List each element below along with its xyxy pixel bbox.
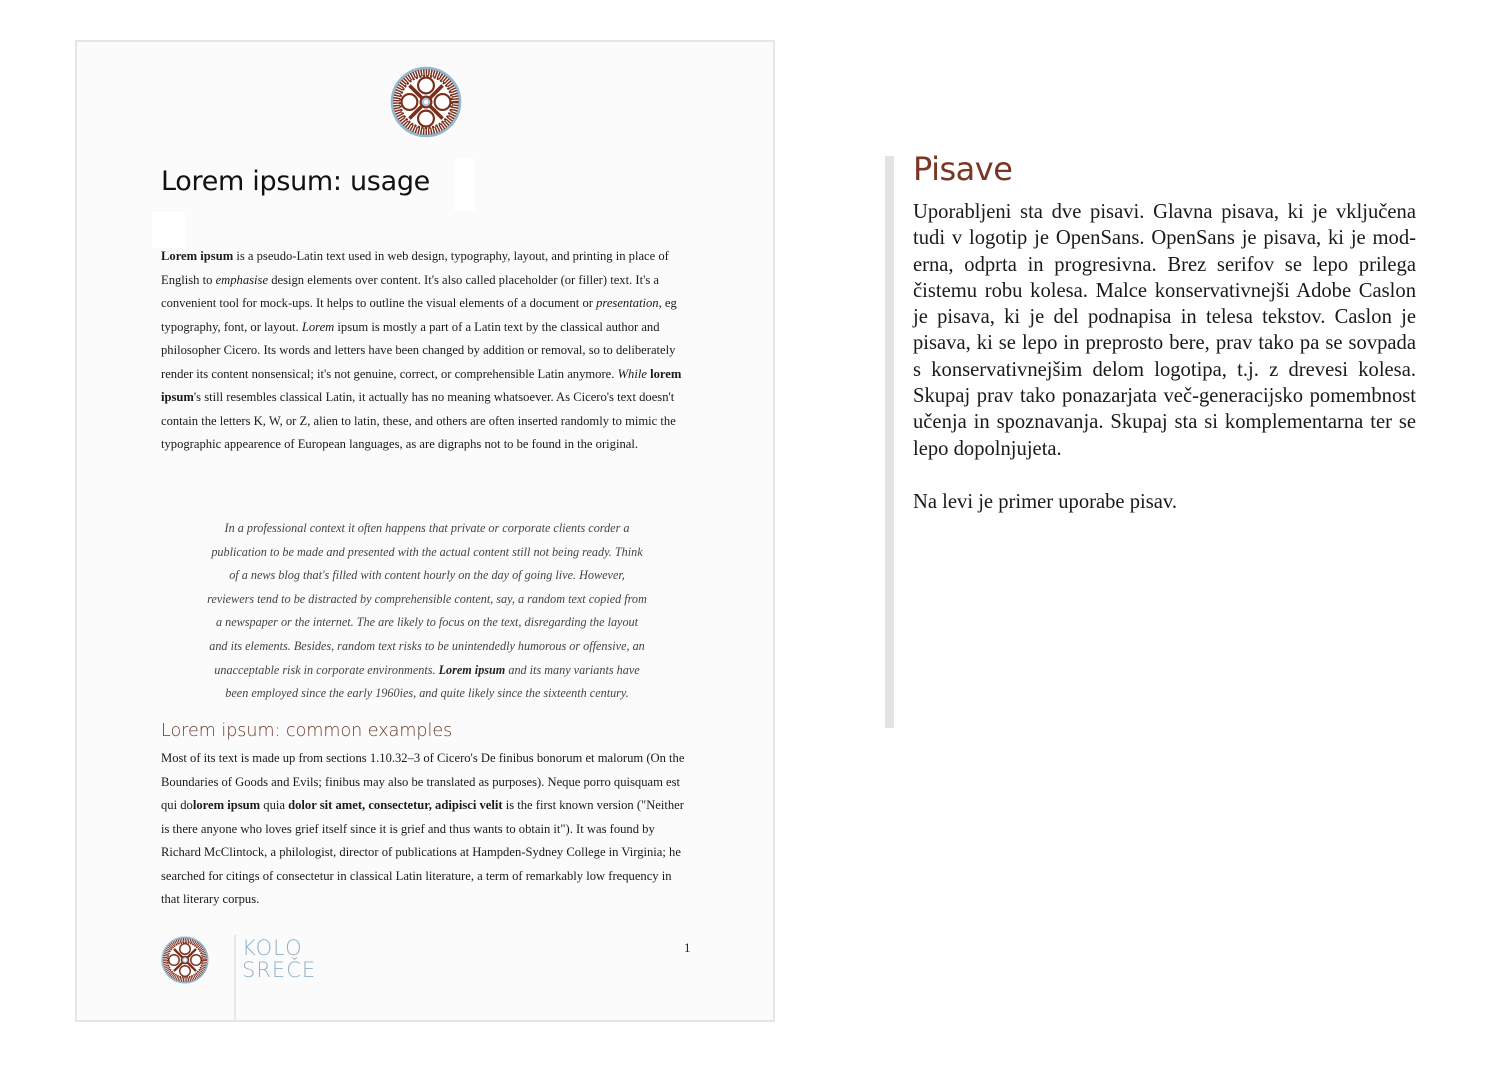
sidebar-title: Pisave [913, 150, 1013, 188]
brand-wordmark [242, 937, 316, 981]
text-run: design elements over content. It's also called placeholder (or filler) text. It's a convenient tool for mock-ups. It helps to outline the visual elements of a document or [161, 272, 660, 310]
footer-divider [234, 935, 236, 1022]
bold-term: lorem ipsum [192, 798, 261, 812]
text-run: is the first known version ("Neither is there anyone who loves grief itself since it is grief and thus wants to obtain it"). It was found by Richard McClintock, a philologist, director of publications at Hampden-Sydney College in Virginia; he searched for citings of consectetur in classical Latin literature, a term of remarkably low frequency in that literary corpus. [161, 798, 684, 906]
blank-block [454, 159, 475, 211]
italic-term: Lorem [301, 319, 335, 334]
sidebar-paragraph: Uporabljeni sta dve pisavi. Glavna pisava, ki je vključena tudi v logotip je OpenSans. OpenSans je pisava, ki je moderna, odprta in progresivna. Brez serifov se lepo prilega čistemu robu kolesa. Malce konservativnejši Adobe Caslon je pisava, ki je del podnapisa in telesa tekstov. Caslon je pisava, ki se lepo in preprosto bere, prav tako pa se sovpada s konservativnejšim delom logotipa, t.j. z drevesi kolesa. Skupaj prav tako ponazarjata več-generacijsko pomembnost učenja in spoznavanja. Skupaj sta si komplementarna ter se lepo dopolnjujeta. [913, 201, 1416, 460]
page-title: Lorem ipsum: usage [161, 166, 430, 197]
text-run: In a professional context it often happens that private or corporate clients corder a publication to be made and presented with the actual content still not being ready. Think of a news blog that's filled with content hourly on the day of going live. However, reviewers tend to be distracted by comprehensible content, say, a random text copied from a newspaper or the internet. The are likely to focus on the text, disregarding the layout and its elements. Besides, random text risks to be unintendedly humorous or offensive, an unacceptable risk in corporate environments. [207, 521, 647, 677]
brand-line-2: SREČE [242, 958, 317, 982]
page-number: 1 [684, 940, 691, 955]
italic-term: presentation [596, 296, 659, 310]
bold-term: Lorem ipsum [161, 249, 234, 263]
text-run: and its many variants have been employed since the early 1960ies, and quite likely since the sixteenth century. [225, 662, 640, 701]
brand-line-1: KOLO [242, 936, 303, 960]
italic-term: emphasise [215, 272, 269, 287]
blank-block [152, 212, 185, 248]
footer-wheel-logo-icon [161, 936, 209, 984]
sidebar-note: Na levi je primer uporabe pisav. [913, 491, 1177, 513]
bold-term: Lorem ipsum [438, 662, 506, 677]
text-run: 's still resembles classical Latin, it actually has no meaning whatsoever. As Cicero's text doesn't contain the letters K, W, or Z, alien to latin, these, and others are often inserted randomly to mimic the typographic appearence of European languages, as are digraphs not to be found in the original. [161, 390, 676, 451]
text-run: is a pseudo-Latin text used in web design, typography, layout, and printing in place of English to [161, 249, 669, 287]
text-run: , eg typography, font, or layout. [161, 296, 677, 334]
sidebar-accent-bar [885, 156, 894, 728]
intro-paragraph [161, 245, 691, 457]
section-subtitle: Lorem ipsum: common examples [161, 721, 453, 741]
examples-paragraph [161, 747, 691, 912]
text-run: ipsum is mostly a part of a Latin text by the classical author and philosopher Cicero. Its words and letters have been changed by addition or removal, so to deliberately render its content nonsensical; it's not genuine, correct, or comprehensible Latin anymore. [161, 319, 676, 381]
italic-term: While [617, 366, 647, 381]
block-quote [207, 517, 647, 706]
bold-term: dolor sit amet, consectetur, adipisci velit [288, 798, 503, 812]
bold-term: lorem ipsum [161, 366, 682, 404]
text-run: quia [260, 798, 289, 812]
wheel-logo-icon [390, 66, 462, 138]
document-page [75, 40, 775, 1022]
text-run: Most of its text is made up from sections 1.10.32–3 of Cicero's De finibus bonorum et malorum (On the Boundaries of Goods and Evils; finibus may also be translated as purposes). Neque porro quisquam est qui do [161, 751, 685, 812]
